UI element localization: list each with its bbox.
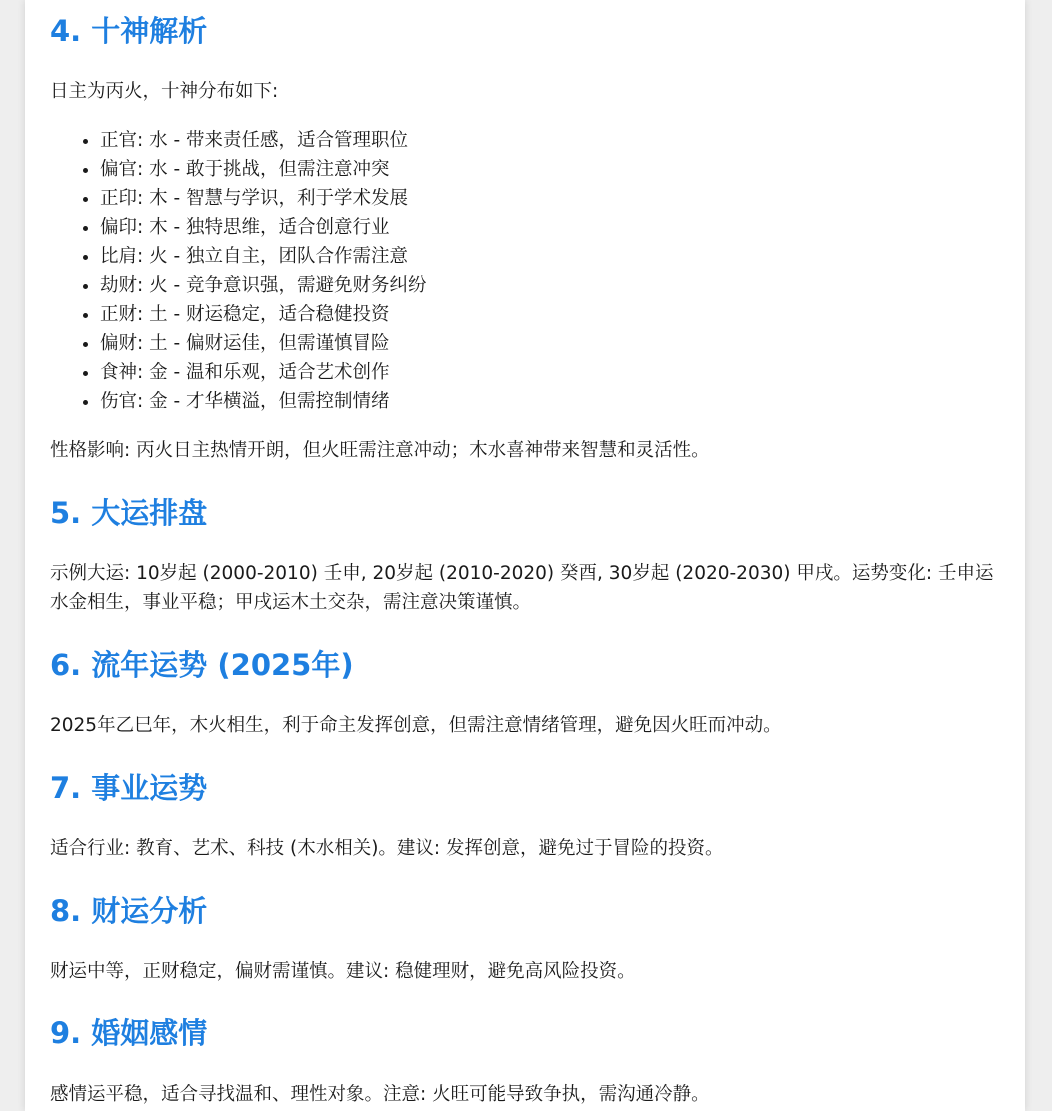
list-item: • 伤官: 金 - 才华横溢，但需控制情绪 (100, 387, 427, 416)
section-title-major-luck: 5. 大运排盘 (50, 496, 208, 530)
section-title-marriage: 9. 婚姻感情 (50, 1016, 208, 1050)
personality-summary: 性格影响: 丙火日主热情开朗，但火旺需注意冲动；木水喜神带来智慧和灵活性。 (50, 440, 710, 461)
ten-gods-list (50, 126, 427, 416)
list-item: • 偏财: 土 - 偏财运佳，但需谨慎冒险 (100, 329, 427, 358)
marriage-body: 感情运平稳，适合寻找温和、理性对象。注意: 火旺可能导致争执，需沟通冷静。 (50, 1084, 710, 1105)
list-item: • 偏官: 水 - 敢于挑战，但需注意冲突 (100, 155, 427, 184)
ten-gods-intro: 日主为丙火，十神分布如下: (50, 81, 279, 102)
list-item: • 正财: 土 - 财运稳定，适合稳健投资 (100, 300, 427, 329)
list-item: • 劫财: 火 - 竞争意识强，需避免财务纠纷 (100, 271, 427, 300)
document-page (25, 0, 1025, 1111)
wealth-body: 财运中等，正财稳定，偏财需谨慎。建议: 稳健理财，避免高风险投资。 (50, 961, 636, 982)
list-item: • 正官: 水 - 带来责任感，适合管理职位 (100, 126, 427, 155)
major-luck-body: 示例大运: 10岁起 (2000-2010) 壬申, 20岁起 (2010-2020) 癸酉, 30岁起 (2020-2030) 甲戌。运势变化: 壬申运水金相生，事业平稳；甲戌运木土交杂，需注意决策谨慎。 (50, 563, 994, 613)
list-item: • 比肩: 火 - 独立自主，团队合作需注意 (100, 242, 427, 271)
section-title-wealth: 8. 财运分析 (50, 894, 208, 928)
list-item: • 食神: 金 - 温和乐观，适合艺术创作 (100, 358, 427, 387)
section-title-annual-luck: 6. 流年运势 (2025年) (50, 648, 354, 682)
section-title-career: 7. 事业运势 (50, 771, 208, 805)
list-item: • 正印: 木 - 智慧与学识，利于学术发展 (100, 184, 427, 213)
annual-luck-body: 2025年乙巳年，木火相生，利于命主发挥创意，但需注意情绪管理，避免因火旺而冲动。 (50, 715, 782, 736)
list-item: • 偏印: 木 - 独特思维，适合创意行业 (100, 213, 427, 242)
career-body: 适合行业: 教育、艺术、科技 (木水相关)。建议: 发挥创意，避免过于冒险的投资。 (50, 838, 724, 859)
section-title-ten-gods: 4. 十神解析 (50, 14, 208, 48)
